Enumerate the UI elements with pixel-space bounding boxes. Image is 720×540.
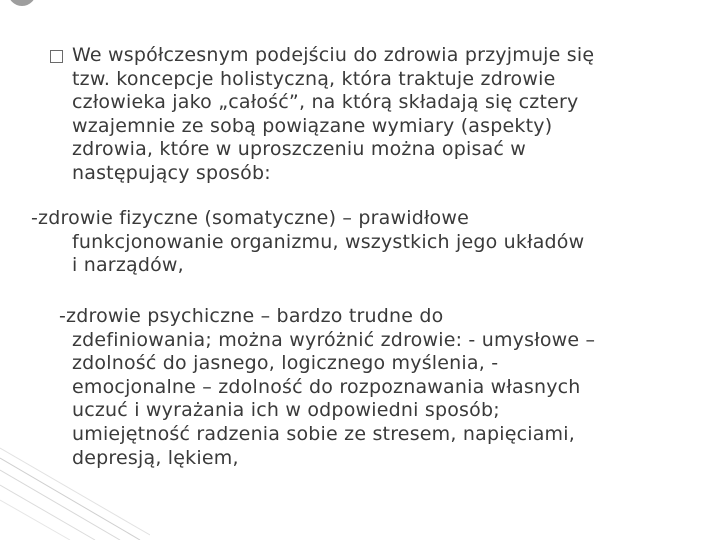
paragraph1-line: tzw. koncepcje holistyczną, która traktuje zdrowie [72,67,556,90]
paragraph1-line: We współczesnym podejściu do zdrowia przyjmuje się [72,44,595,66]
paragraph3-line: zdolność do jasnego, logicznego myślenia, - [72,352,499,375]
paragraph3-line: depresją, lękiem, [72,446,239,469]
paragraph1-line: zdrowia, które w uproszczeniu można opisać w [72,138,527,161]
decorative-ring [8,0,36,6]
paragraph3-line: emocjonalne – zdolność do rozpoznawania własnych [72,375,581,398]
paragraph-mental-health [59,305,702,470]
bullet-square-icon [50,50,63,63]
paragraph3-line: zdefiniowania; można wyróżnić zdrowie: - umysłowe – [72,328,596,351]
paragraph3-line: -zdrowie psychiczne – bardzo trudne do [59,305,444,327]
paragraph1-line: następujący sposób: [72,161,271,184]
paragraph2-line: funkcjonowanie organizmu, wszystkich jego układów [72,230,585,253]
paragraph3-line: uczuć i wyrażania ich w odpowiedni sposób; [72,399,500,422]
paragraph1-line: człowieka jako „całość”, na którą składają się cztery [72,91,579,114]
paragraph3-line: umiejętność radzenia sobie ze stresem, napięciami, [72,422,575,445]
paragraph1-line: wzajemnie ze sobą powiązane wymiary (aspekty) [72,114,553,137]
paragraph2-line: -zdrowie fizyczne (somatyczne) – prawidłowe [31,207,470,229]
paragraph2-line: i narządów, [72,254,184,277]
paragraph-holistic-concept [72,44,702,186]
paragraph-physical-health [31,207,702,278]
